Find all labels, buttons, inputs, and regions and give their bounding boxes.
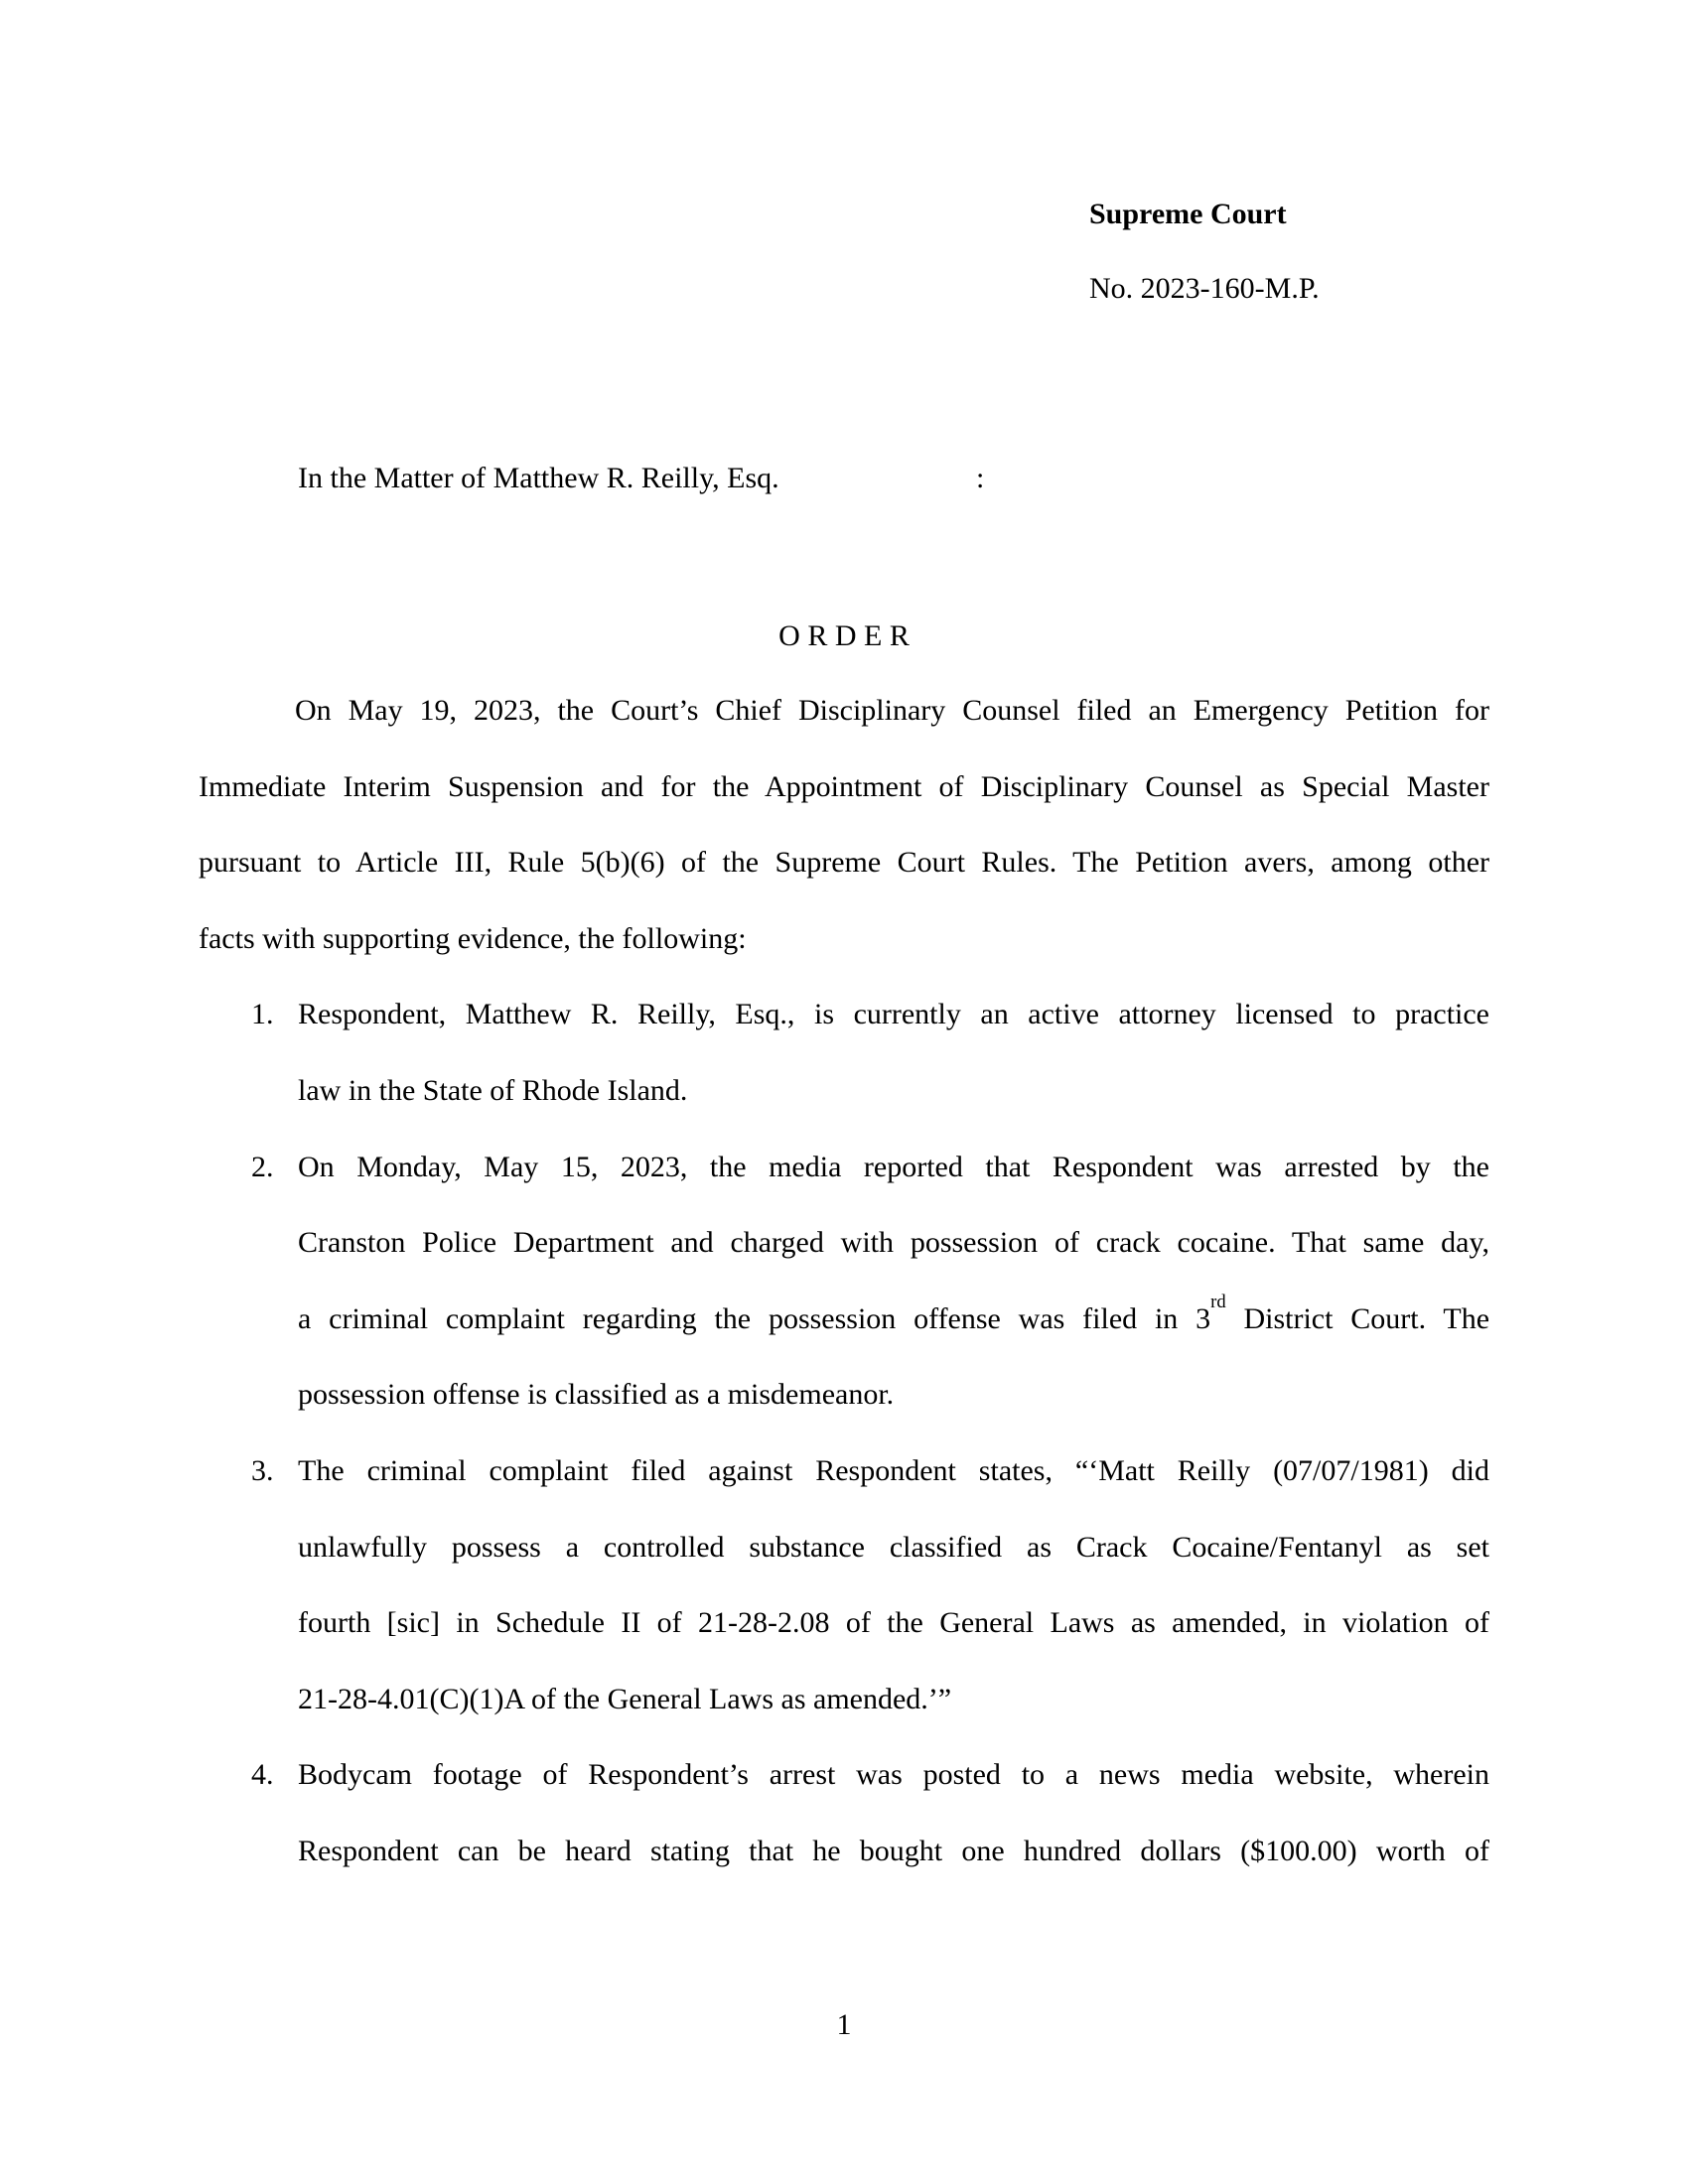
- ordinal-superscript: rd: [1210, 1292, 1226, 1313]
- list-item-1: [199, 977, 1489, 1053]
- list-item-4-continued: [199, 1814, 1489, 1890]
- list-item-1-line-1: Respondent, Matthew R. Reilly, Esq., is currently an active attorney licensed to practice: [298, 998, 1489, 1031]
- page-number: 1: [836, 2008, 852, 2041]
- text-segment: District Court. The: [1225, 1301, 1490, 1335]
- text-segment: a criminal complaint regarding the possession offense was filed in 3: [298, 1301, 1211, 1335]
- list-item-4: [199, 1737, 1489, 1814]
- list-item-3-continued: [199, 1510, 1489, 1586]
- list-item-1-number: 1.: [251, 998, 274, 1031]
- list-item-2-line-4: possession offense is classified as a misdemeanor.: [298, 1378, 895, 1412]
- list-item-4-line-1: Bodycam footage of Respondent’s arrest was posted to a news media website, wherein: [298, 1758, 1489, 1792]
- caption-separator-colon: :: [976, 462, 985, 494]
- list-item-3-continued: [199, 1585, 1489, 1662]
- case-caption-text: In the Matter of Matthew R. Reilly, Esq.: [298, 462, 779, 494]
- order-body: [199, 673, 1489, 1890]
- list-item-2-continued: [199, 1282, 1489, 1358]
- court-name-label: Supreme Court: [1089, 198, 1287, 230]
- order-title: O R D E R: [778, 619, 910, 652]
- list-item-2-number: 2.: [251, 1150, 274, 1183]
- list-item-4-number: 4.: [251, 1758, 274, 1792]
- list-item-3-number: 3.: [251, 1453, 274, 1487]
- list-item-3-line-2: unlawfully possess a controlled substance classified as Crack Cocaine/Fentanyl as set: [298, 1530, 1489, 1564]
- docket-number: No. 2023-160-M.P.: [1089, 272, 1320, 305]
- list-item-3-continued: [199, 1662, 1489, 1738]
- intro-line-1: On May 19, 2023, the Court’s Chief Disciplinary Counsel filed an Emergency Petition for: [295, 694, 1489, 727]
- list-item-2-continued: [199, 1357, 1489, 1433]
- list-item-2-line-3: [298, 1282, 1489, 1358]
- case-caption: [0, 459, 1688, 498]
- intro-line-2: Immediate Interim Suspension and for the Appointment of Disciplinary Counsel as Special Master: [199, 769, 1489, 803]
- intro-line-3: pursuant to Article III, Rule 5(b)(6) of the Supreme Court Rules. The Petition avers, among other: [199, 846, 1489, 880]
- list-item-3-line-1: The criminal complaint filed against Respondent states, “‘Matt Reilly (07/07/1981) did: [298, 1453, 1489, 1487]
- list-item-3-line-3: fourth [sic] in Schedule II of 21-28-2.08 of the General Laws as amended, in violation of: [298, 1606, 1489, 1640]
- list-item-2-line-1: On Monday, May 15, 2023, the media reported that Respondent was arrested by the: [298, 1150, 1489, 1183]
- list-item-2-continued: [199, 1205, 1489, 1282]
- list-item-3-line-4: 21-28-4.01(C)(1)A of the General Laws as amended.’”: [298, 1682, 952, 1715]
- list-item-4-line-2: Respondent can be heard stating that he bought one hundred dollars ($100.00) worth of: [298, 1834, 1489, 1867]
- list-item-2-line-2: Cranston Police Department and charged with possession of crack cocaine. That same day,: [298, 1226, 1489, 1260]
- list-item-2: [199, 1130, 1489, 1206]
- intro-line-4: facts with supporting evidence, the following:: [199, 921, 747, 955]
- list-item-1-continued: [199, 1053, 1489, 1130]
- list-item-1-line-2: law in the State of Rhode Island.: [298, 1073, 688, 1107]
- list-item-3: [199, 1433, 1489, 1510]
